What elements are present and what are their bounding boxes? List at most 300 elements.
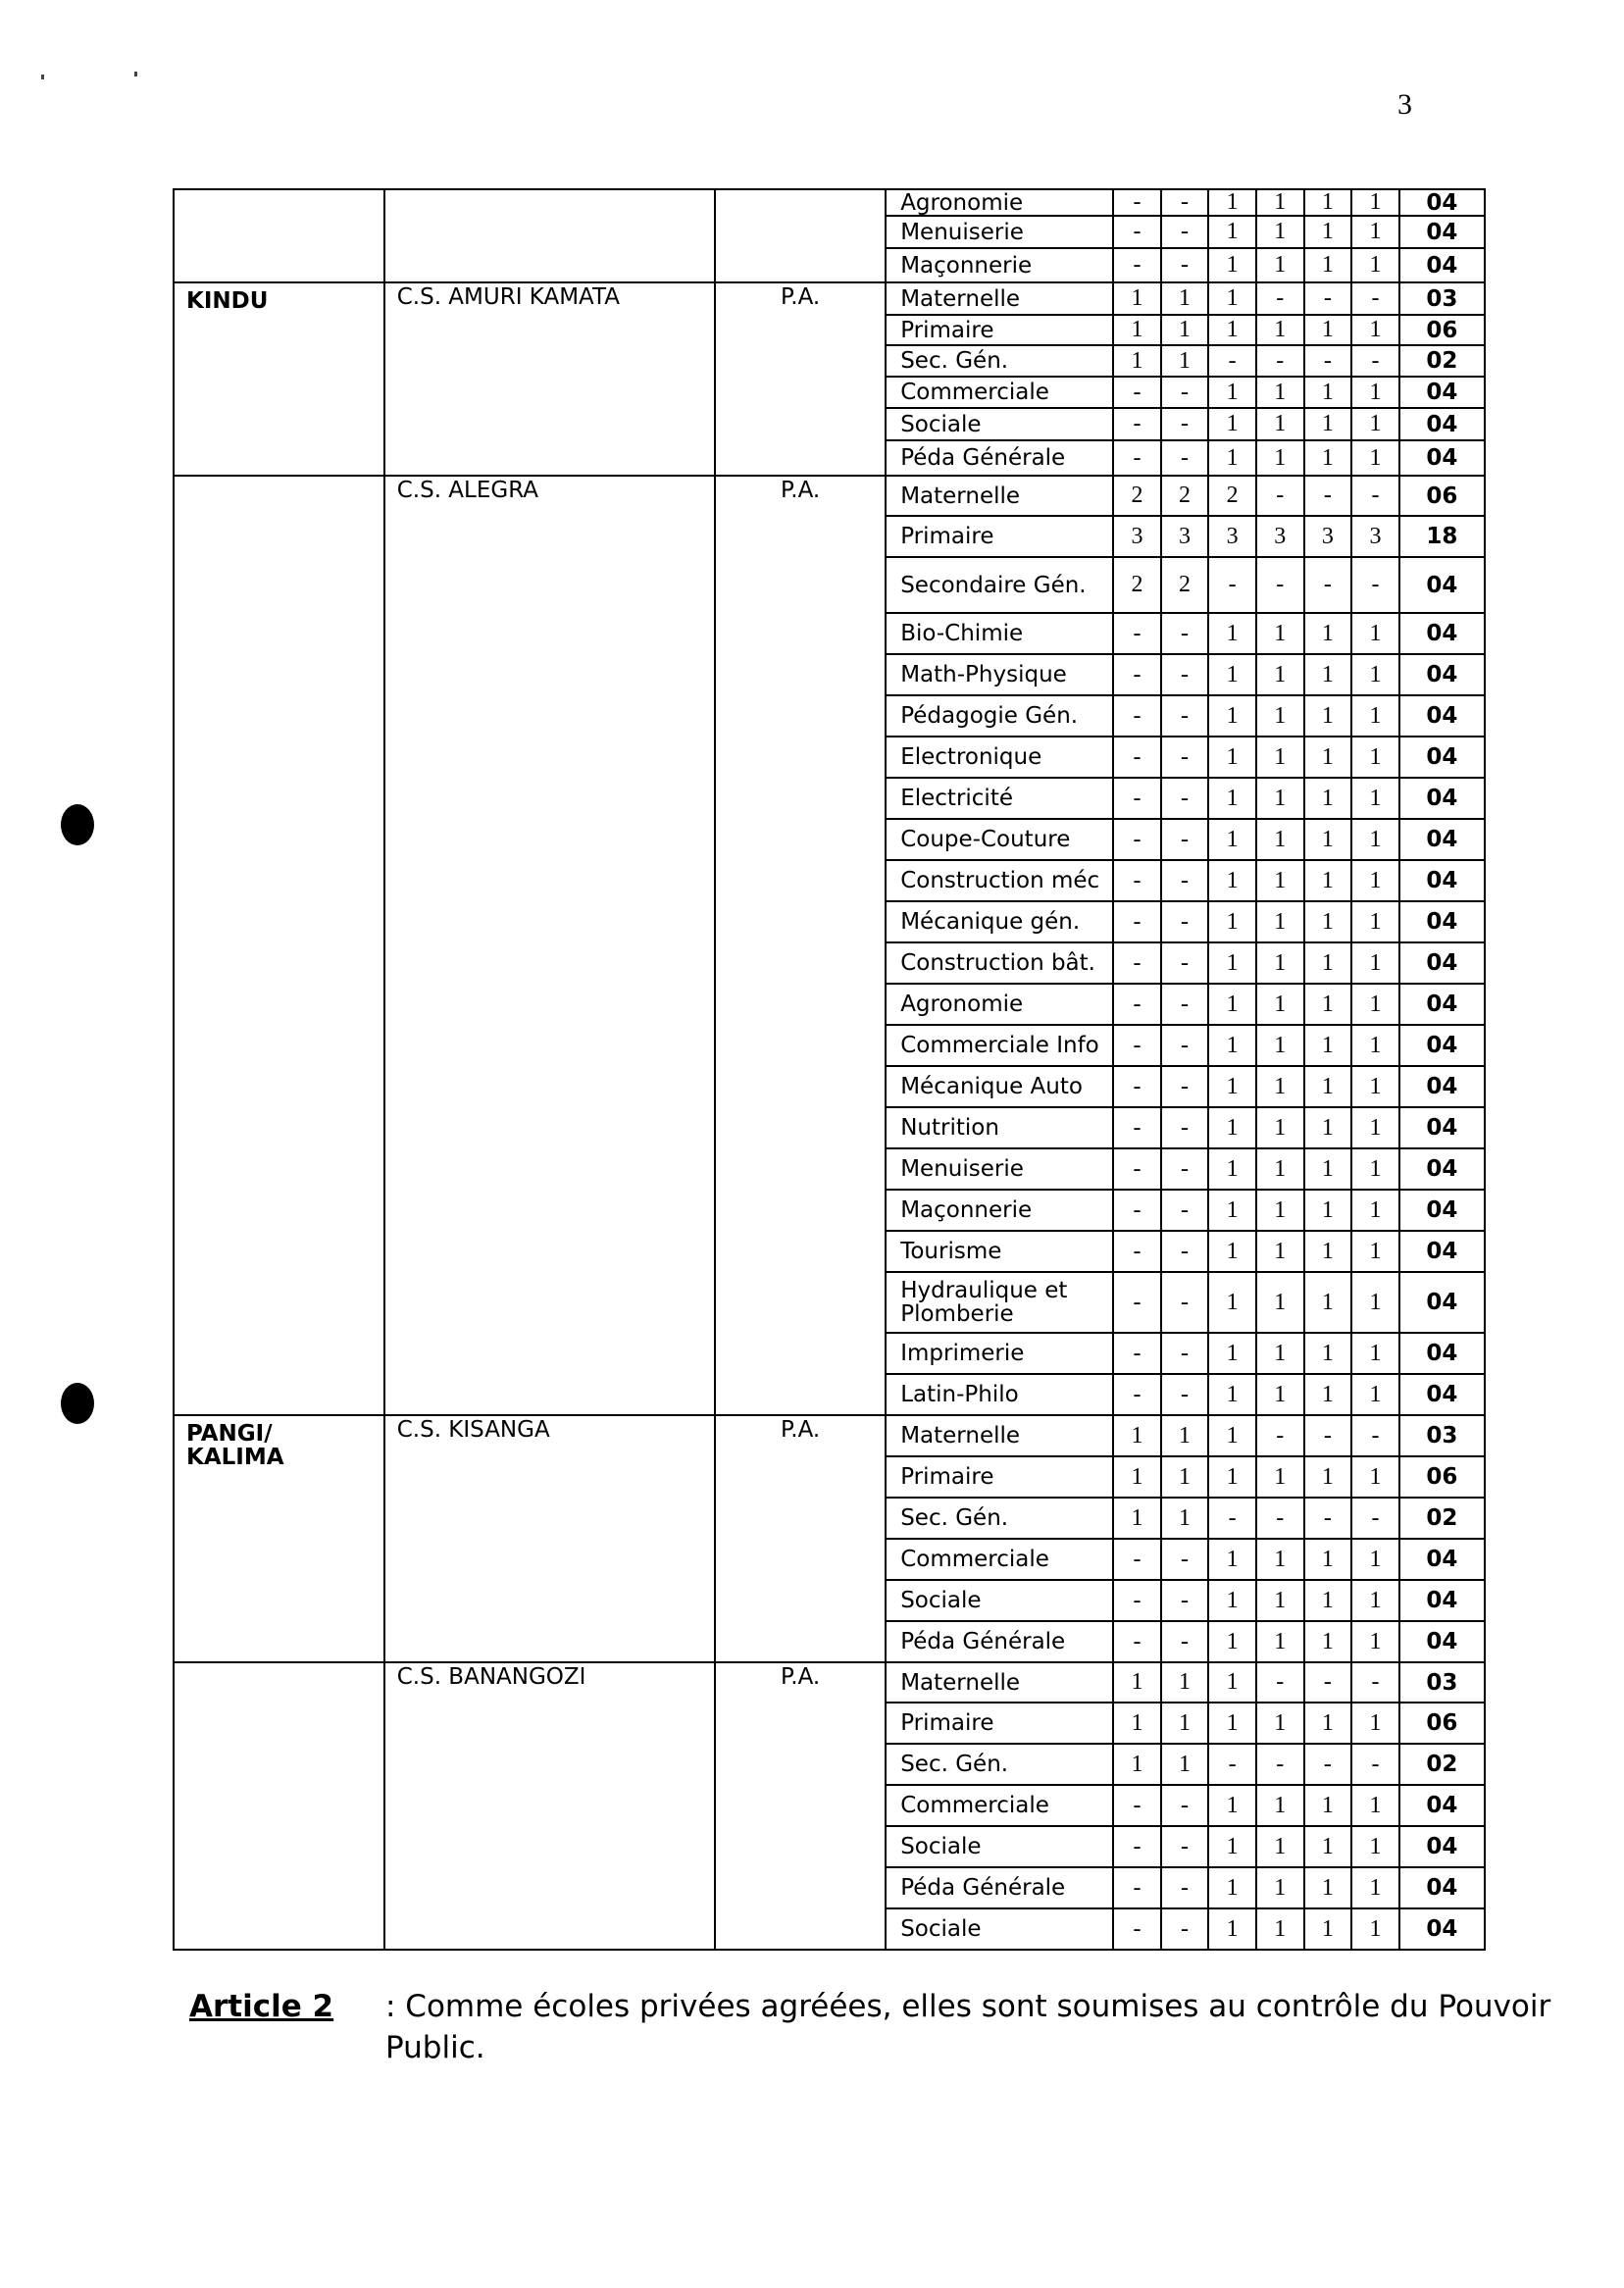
class-count-cell: 1	[1256, 1580, 1304, 1621]
class-count-cell: -	[1161, 819, 1209, 860]
total-cell: 04	[1399, 613, 1485, 654]
class-count-cell: 1	[1304, 613, 1352, 654]
class-count-cell: 1	[1304, 1107, 1352, 1148]
class-count-cell: 1	[1208, 408, 1256, 440]
scan-speck	[134, 72, 137, 76]
class-count-cell: -	[1351, 282, 1399, 315]
class-count-cell: -	[1208, 1498, 1256, 1539]
class-count-cell: 1	[1208, 189, 1256, 216]
class-count-cell: 1	[1304, 1826, 1352, 1867]
class-count-cell: -	[1351, 476, 1399, 516]
class-count-cell: -	[1161, 408, 1209, 440]
total-cell: 02	[1399, 345, 1485, 377]
total-cell: 04	[1399, 1539, 1485, 1580]
option-cell: Maçonnerie	[886, 1190, 1113, 1231]
class-count-cell: -	[1113, 1374, 1161, 1415]
class-count-cell: 1	[1304, 654, 1352, 695]
class-count-cell: 1	[1351, 984, 1399, 1025]
class-count-cell: 1	[1208, 654, 1256, 695]
class-count-cell: -	[1304, 557, 1352, 613]
total-cell: 04	[1399, 1867, 1485, 1908]
class-count-cell: 1	[1256, 819, 1304, 860]
class-count-cell: 1	[1351, 778, 1399, 819]
class-count-cell: 1	[1304, 1374, 1352, 1415]
option-cell: Hydraulique et Plomberie	[886, 1272, 1113, 1333]
class-count-cell: -	[1161, 1333, 1209, 1374]
class-count-cell: -	[1113, 1785, 1161, 1826]
class-count-cell: 1	[1304, 377, 1352, 408]
class-count-cell: 1	[1113, 1456, 1161, 1498]
status-cell	[715, 189, 886, 282]
total-cell: 04	[1399, 189, 1485, 216]
option-cell: Primaire	[886, 1703, 1113, 1744]
class-count-cell: 1	[1351, 1908, 1399, 1950]
class-count-cell: 1	[1304, 315, 1352, 345]
class-count-cell: -	[1113, 408, 1161, 440]
class-count-cell: -	[1113, 1107, 1161, 1148]
option-cell: Bio-Chimie	[886, 613, 1113, 654]
total-cell: 06	[1399, 1703, 1485, 1744]
class-count-cell: -	[1304, 1662, 1352, 1703]
class-count-cell: -	[1161, 860, 1209, 901]
class-count-cell: 1	[1256, 1703, 1304, 1744]
class-count-cell: 1	[1208, 1148, 1256, 1190]
class-count-cell: 1	[1256, 1539, 1304, 1580]
class-count-cell: -	[1113, 1908, 1161, 1950]
total-cell: 18	[1399, 516, 1485, 557]
class-count-cell: 1	[1304, 1272, 1352, 1333]
class-count-cell: 1	[1351, 1826, 1399, 1867]
class-count-cell: 1	[1208, 216, 1256, 248]
option-cell: Maternelle	[886, 282, 1113, 315]
class-count-cell: -	[1161, 248, 1209, 282]
class-count-cell: -	[1113, 901, 1161, 942]
class-count-cell: 1	[1161, 1456, 1209, 1498]
class-count-cell: -	[1113, 1621, 1161, 1662]
option-cell: Coupe-Couture	[886, 819, 1113, 860]
article-label: Article 2	[189, 1989, 334, 2024]
class-count-cell: -	[1113, 1148, 1161, 1190]
class-count-cell: 3	[1161, 516, 1209, 557]
class-count-cell: 1	[1208, 778, 1256, 819]
class-count-cell: 1	[1208, 1374, 1256, 1415]
class-count-cell: 1	[1256, 1231, 1304, 1272]
class-count-cell: 1	[1208, 1826, 1256, 1867]
class-count-cell: -	[1351, 1498, 1399, 1539]
class-count-cell: 1	[1208, 1107, 1256, 1148]
class-count-cell: -	[1256, 557, 1304, 613]
class-count-cell: -	[1304, 1498, 1352, 1539]
total-cell: 04	[1399, 1785, 1485, 1826]
school-cell	[384, 189, 715, 282]
class-count-cell: 1	[1304, 1908, 1352, 1950]
total-cell: 04	[1399, 901, 1485, 942]
class-count-cell: 1	[1256, 315, 1304, 345]
class-count-cell: 1	[1304, 1867, 1352, 1908]
page-number: 3	[1397, 88, 1412, 121]
class-count-cell: -	[1113, 860, 1161, 901]
total-cell: 04	[1399, 737, 1485, 778]
class-count-cell: 1	[1304, 1539, 1352, 1580]
option-cell: Commerciale	[886, 1785, 1113, 1826]
class-count-cell: -	[1161, 984, 1209, 1025]
class-count-cell: 1	[1351, 1456, 1399, 1498]
class-count-cell: -	[1351, 1415, 1399, 1456]
class-count-cell: -	[1161, 1580, 1209, 1621]
class-count-cell: 1	[1256, 695, 1304, 737]
total-cell: 04	[1399, 216, 1485, 248]
class-count-cell: -	[1161, 1066, 1209, 1107]
class-count-cell: 1	[1351, 737, 1399, 778]
option-cell: Menuiserie	[886, 1148, 1113, 1190]
class-count-cell: 1	[1208, 1580, 1256, 1621]
class-count-cell: -	[1113, 942, 1161, 984]
option-cell: Primaire	[886, 315, 1113, 345]
class-count-cell: -	[1208, 345, 1256, 377]
class-count-cell: 1	[1256, 1621, 1304, 1662]
table-row	[174, 1415, 1485, 1456]
class-count-cell: -	[1113, 216, 1161, 248]
class-count-cell: 1	[1208, 860, 1256, 901]
class-count-cell: -	[1161, 1785, 1209, 1826]
class-count-cell: 1	[1351, 1148, 1399, 1190]
option-cell: Péda Générale	[886, 440, 1113, 476]
class-count-cell: 1	[1161, 1744, 1209, 1785]
class-count-cell: -	[1161, 695, 1209, 737]
class-count-cell: 1	[1256, 216, 1304, 248]
class-count-cell: 1	[1304, 189, 1352, 216]
class-count-cell: 3	[1113, 516, 1161, 557]
option-cell: Electricité	[886, 778, 1113, 819]
option-cell: Maçonnerie	[886, 248, 1113, 282]
status-cell: P.A.	[715, 1415, 886, 1662]
class-count-cell: 1	[1256, 1908, 1304, 1950]
class-count-cell: 1	[1256, 440, 1304, 476]
ville-cell	[174, 189, 384, 282]
class-count-cell: -	[1304, 282, 1352, 315]
class-count-cell: 1	[1351, 695, 1399, 737]
option-cell: Sec. Gén.	[886, 1744, 1113, 1785]
class-count-cell: 1	[1256, 654, 1304, 695]
class-count-cell: -	[1161, 737, 1209, 778]
class-count-cell: 1	[1351, 1272, 1399, 1333]
class-count-cell: 1	[1256, 377, 1304, 408]
class-count-cell: 1	[1351, 408, 1399, 440]
class-count-cell: 1	[1208, 248, 1256, 282]
ville-cell: KINDU	[174, 282, 384, 476]
total-cell: 04	[1399, 408, 1485, 440]
class-count-cell: 1	[1304, 216, 1352, 248]
total-cell: 04	[1399, 248, 1485, 282]
class-count-cell: 1	[1304, 1456, 1352, 1498]
class-count-cell: -	[1113, 654, 1161, 695]
option-cell: Péda Générale	[886, 1867, 1113, 1908]
class-count-cell: 1	[1256, 1107, 1304, 1148]
class-count-cell: 1	[1208, 695, 1256, 737]
option-cell: Secondaire Gén.	[886, 557, 1113, 613]
class-count-cell: 1	[1351, 654, 1399, 695]
class-count-cell: -	[1161, 216, 1209, 248]
class-count-cell: -	[1161, 189, 1209, 216]
school-cell: C.S. ALEGRA	[384, 476, 715, 1415]
class-count-cell: 1	[1161, 315, 1209, 345]
ville-cell	[174, 1662, 384, 1950]
total-cell: 02	[1399, 1498, 1485, 1539]
class-count-cell: -	[1161, 1190, 1209, 1231]
class-count-cell: 1	[1256, 1374, 1304, 1415]
class-count-cell: 1	[1161, 282, 1209, 315]
table-row	[174, 1662, 1485, 1703]
total-cell: 04	[1399, 1231, 1485, 1272]
option-cell: Primaire	[886, 1456, 1113, 1498]
option-cell: Sec. Gén.	[886, 345, 1113, 377]
class-count-cell: 1	[1113, 282, 1161, 315]
class-count-cell: 1	[1351, 216, 1399, 248]
class-count-cell: -	[1161, 778, 1209, 819]
class-count-cell: 2	[1161, 557, 1209, 613]
ville-cell: PANGI/ KALIMA	[174, 1415, 384, 1662]
class-count-cell: 1	[1351, 901, 1399, 942]
total-cell: 04	[1399, 1333, 1485, 1374]
total-cell: 04	[1399, 1066, 1485, 1107]
class-count-cell: -	[1113, 1539, 1161, 1580]
option-cell: Sociale	[886, 1908, 1113, 1950]
class-count-cell: 1	[1161, 345, 1209, 377]
class-count-cell: 1	[1351, 1333, 1399, 1374]
option-cell: Imprimerie	[886, 1333, 1113, 1374]
class-count-cell: -	[1161, 1231, 1209, 1272]
class-count-cell: -	[1113, 1333, 1161, 1374]
class-count-cell: 1	[1208, 901, 1256, 942]
option-cell: Primaire	[886, 516, 1113, 557]
option-cell: Construction méc	[886, 860, 1113, 901]
class-count-cell: 1	[1208, 1066, 1256, 1107]
class-count-cell: 1	[1208, 1785, 1256, 1826]
class-count-cell: 1	[1351, 440, 1399, 476]
class-count-cell: -	[1113, 377, 1161, 408]
class-count-cell: 1	[1304, 1703, 1352, 1744]
class-count-cell: 1	[1208, 737, 1256, 778]
class-count-cell: 1	[1113, 1703, 1161, 1744]
class-count-cell: -	[1161, 613, 1209, 654]
class-count-cell: 1	[1351, 1867, 1399, 1908]
class-count-cell: -	[1256, 1744, 1304, 1785]
class-count-cell: -	[1113, 695, 1161, 737]
class-count-cell: 1	[1256, 860, 1304, 901]
class-count-cell: 1	[1351, 1539, 1399, 1580]
class-count-cell: 1	[1113, 345, 1161, 377]
option-cell: Commerciale Info	[886, 1025, 1113, 1066]
status-cell: P.A.	[715, 476, 886, 1415]
class-count-cell: 1	[1304, 737, 1352, 778]
class-count-cell: 1	[1304, 860, 1352, 901]
class-count-cell: -	[1113, 613, 1161, 654]
class-count-cell: 1	[1351, 1066, 1399, 1107]
class-count-cell: 3	[1351, 516, 1399, 557]
total-cell: 04	[1399, 1621, 1485, 1662]
school-cell: C.S. KISANGA	[384, 1415, 715, 1662]
class-count-cell: 1	[1208, 1662, 1256, 1703]
class-count-cell: -	[1351, 345, 1399, 377]
class-count-cell: -	[1113, 1580, 1161, 1621]
class-count-cell: 1	[1208, 1190, 1256, 1231]
total-cell: 03	[1399, 282, 1485, 315]
class-count-cell: 1	[1351, 613, 1399, 654]
class-count-cell: 1	[1256, 189, 1304, 216]
class-count-cell: 1	[1304, 1621, 1352, 1662]
total-cell: 04	[1399, 860, 1485, 901]
option-cell: Commerciale	[886, 1539, 1113, 1580]
class-count-cell: -	[1113, 819, 1161, 860]
total-cell: 04	[1399, 942, 1485, 984]
class-count-cell: -	[1161, 1539, 1209, 1580]
school-cell: C.S. AMURI KAMATA	[384, 282, 715, 476]
class-count-cell: 1	[1304, 942, 1352, 984]
total-cell: 04	[1399, 1374, 1485, 1415]
class-count-cell: -	[1161, 901, 1209, 942]
class-count-cell: 1	[1351, 942, 1399, 984]
class-count-cell: 1	[1161, 1498, 1209, 1539]
class-count-cell: 1	[1304, 440, 1352, 476]
class-count-cell: 1	[1113, 1662, 1161, 1703]
class-count-cell: -	[1113, 1066, 1161, 1107]
option-cell: Nutrition	[886, 1107, 1113, 1148]
class-count-cell: -	[1113, 1231, 1161, 1272]
class-count-cell: 2	[1113, 476, 1161, 516]
option-cell: Menuiserie	[886, 216, 1113, 248]
option-cell: Math-Physique	[886, 654, 1113, 695]
option-cell: Electronique	[886, 737, 1113, 778]
total-cell: 04	[1399, 1272, 1485, 1333]
class-count-cell: -	[1113, 1826, 1161, 1867]
class-count-cell: -	[1208, 557, 1256, 613]
class-count-cell: 2	[1208, 476, 1256, 516]
class-count-cell: -	[1161, 1826, 1209, 1867]
schools-table	[173, 188, 1486, 1951]
class-count-cell: 1	[1208, 1703, 1256, 1744]
option-cell: Agronomie	[886, 984, 1113, 1025]
class-count-cell: 1	[1256, 1148, 1304, 1190]
article-text: : Comme écoles privées agréées, elles sont soumises au contrôle du Pouvoir Public.	[385, 1989, 1551, 2065]
total-cell: 04	[1399, 1190, 1485, 1231]
total-cell: 02	[1399, 1744, 1485, 1785]
class-count-cell: -	[1351, 557, 1399, 613]
total-cell: 04	[1399, 1107, 1485, 1148]
class-count-cell: -	[1161, 440, 1209, 476]
class-count-cell: -	[1161, 1374, 1209, 1415]
class-count-cell: 1	[1256, 1826, 1304, 1867]
total-cell: 06	[1399, 315, 1485, 345]
class-count-cell: 1	[1208, 984, 1256, 1025]
class-count-cell: 1	[1304, 695, 1352, 737]
class-count-cell: -	[1304, 345, 1352, 377]
class-count-cell: 3	[1256, 516, 1304, 557]
class-count-cell: 1	[1113, 315, 1161, 345]
punch-hole-mark	[61, 1383, 94, 1424]
class-count-cell: -	[1161, 1148, 1209, 1190]
class-count-cell: 1	[1304, 984, 1352, 1025]
class-count-cell: -	[1256, 1415, 1304, 1456]
option-cell: Commerciale	[886, 377, 1113, 408]
class-count-cell: 2	[1161, 476, 1209, 516]
class-count-cell: -	[1113, 248, 1161, 282]
class-count-cell: 1	[1208, 1539, 1256, 1580]
class-count-cell: 1	[1256, 1333, 1304, 1374]
class-count-cell: -	[1256, 476, 1304, 516]
class-count-cell: 1	[1208, 1621, 1256, 1662]
class-count-cell: -	[1161, 377, 1209, 408]
class-count-cell: 1	[1304, 248, 1352, 282]
class-count-cell: -	[1161, 1867, 1209, 1908]
class-count-cell: 1	[1351, 819, 1399, 860]
class-count-cell: 2	[1113, 557, 1161, 613]
option-cell: Sociale	[886, 408, 1113, 440]
class-count-cell: 1	[1304, 1580, 1352, 1621]
class-count-cell: 1	[1256, 408, 1304, 440]
class-count-cell: 1	[1351, 1231, 1399, 1272]
scan-speck	[41, 75, 44, 79]
total-cell: 04	[1399, 1148, 1485, 1190]
class-count-cell: 1	[1304, 1148, 1352, 1190]
class-count-cell: -	[1208, 1744, 1256, 1785]
class-count-cell: 1	[1351, 189, 1399, 216]
total-cell: 04	[1399, 695, 1485, 737]
class-count-cell: 1	[1113, 1415, 1161, 1456]
school-cell: C.S. BANANGOZI	[384, 1662, 715, 1950]
class-count-cell: 1	[1351, 1107, 1399, 1148]
total-cell: 04	[1399, 1908, 1485, 1950]
class-count-cell: -	[1304, 1744, 1352, 1785]
option-cell: Mécanique gén.	[886, 901, 1113, 942]
total-cell: 04	[1399, 557, 1485, 613]
class-count-cell: 1	[1304, 1066, 1352, 1107]
class-count-cell: 1	[1208, 315, 1256, 345]
class-count-cell: 1	[1351, 315, 1399, 345]
class-count-cell: 1	[1256, 1272, 1304, 1333]
class-count-cell: 1	[1304, 1231, 1352, 1272]
class-count-cell: 1	[1113, 1498, 1161, 1539]
total-cell: 04	[1399, 1025, 1485, 1066]
class-count-cell: 1	[1304, 901, 1352, 942]
option-cell: Latin-Philo	[886, 1374, 1113, 1415]
class-count-cell: 1	[1256, 1190, 1304, 1231]
status-cell: P.A.	[715, 282, 886, 476]
total-cell: 04	[1399, 440, 1485, 476]
option-cell: Agronomie	[886, 189, 1113, 216]
class-count-cell: -	[1351, 1662, 1399, 1703]
class-count-cell: -	[1113, 778, 1161, 819]
class-count-cell: 1	[1256, 737, 1304, 778]
class-count-cell: 1	[1161, 1662, 1209, 1703]
class-count-cell: -	[1161, 1908, 1209, 1950]
class-count-cell: 1	[1256, 1025, 1304, 1066]
class-count-cell: 3	[1304, 516, 1352, 557]
class-count-cell: 1	[1208, 613, 1256, 654]
class-count-cell: -	[1113, 1190, 1161, 1231]
status-cell: P.A.	[715, 1662, 886, 1950]
class-count-cell: 1	[1351, 248, 1399, 282]
class-count-cell: 1	[1161, 1415, 1209, 1456]
class-count-cell: -	[1161, 1025, 1209, 1066]
class-count-cell: 1	[1256, 1785, 1304, 1826]
class-count-cell: 1	[1351, 1580, 1399, 1621]
class-count-cell: -	[1113, 737, 1161, 778]
class-count-cell: 1	[1208, 1231, 1256, 1272]
total-cell: 06	[1399, 476, 1485, 516]
class-count-cell: 1	[1256, 942, 1304, 984]
class-count-cell: 1	[1304, 1333, 1352, 1374]
class-count-cell: 1	[1304, 1190, 1352, 1231]
